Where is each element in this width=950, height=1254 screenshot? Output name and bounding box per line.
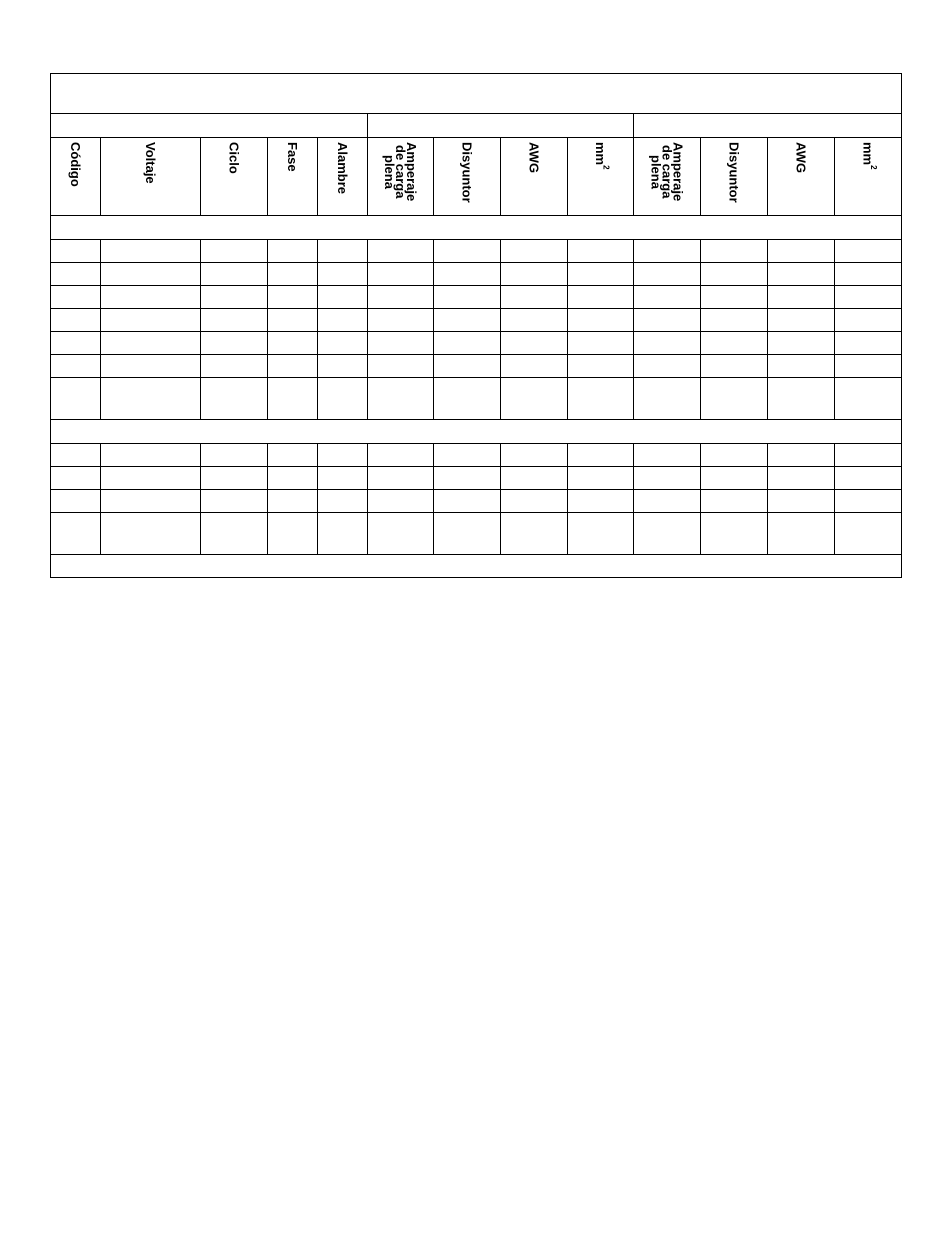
table-cell (835, 309, 902, 332)
table-cell (101, 309, 201, 332)
table-cell (434, 513, 501, 555)
col-label-ciclo: Ciclo (226, 142, 242, 174)
table-cell (51, 332, 101, 355)
col-label-alambre: Alambre (335, 142, 350, 195)
col-label-mm2-1-sup: 2 (601, 165, 611, 170)
group-header-electrical (51, 114, 368, 138)
table-cell (568, 490, 634, 513)
col-header-awg-2 (768, 138, 835, 216)
table-cell (634, 355, 701, 378)
table-cell (768, 309, 835, 332)
table-cell (501, 286, 568, 309)
table-cell (634, 467, 701, 490)
table-cell (51, 240, 101, 263)
table-cell (201, 467, 268, 490)
table-cell (768, 467, 835, 490)
table-cell (51, 490, 101, 513)
table-cell (368, 490, 434, 513)
table-row (51, 490, 902, 513)
table-row (51, 513, 902, 555)
table-cell (101, 286, 201, 309)
table-cell (201, 240, 268, 263)
table-cell (434, 286, 501, 309)
specs-table (50, 73, 902, 578)
table-row (51, 240, 902, 263)
table-cell (568, 332, 634, 355)
table-cell (701, 490, 768, 513)
table-cell (768, 490, 835, 513)
table-cell (634, 263, 701, 286)
col-header-voltaje (101, 138, 201, 216)
table-cell (835, 332, 902, 355)
col-label-mm2-1 (593, 142, 611, 170)
table-cell (501, 240, 568, 263)
table-cell (101, 513, 201, 555)
table-cell (568, 444, 634, 467)
table-cell (568, 355, 634, 378)
table-cell (201, 332, 268, 355)
table-cell (701, 513, 768, 555)
table-cell (51, 378, 101, 420)
table-cell (501, 444, 568, 467)
table-cell (835, 355, 902, 378)
table-cell (101, 467, 201, 490)
table-cell (368, 513, 434, 555)
table-row (51, 444, 902, 467)
table-cell (101, 378, 201, 420)
table-cell (268, 444, 318, 467)
table-cell (51, 286, 101, 309)
table-cell (318, 332, 368, 355)
table-cell (701, 263, 768, 286)
table-cell (268, 332, 318, 355)
table-cell (368, 286, 434, 309)
group-header-row (51, 114, 902, 138)
col-label-mm2-2 (860, 142, 878, 170)
table-cell (768, 355, 835, 378)
table-cell (768, 263, 835, 286)
table-cell (368, 240, 434, 263)
table-cell (634, 240, 701, 263)
table-cell (568, 378, 634, 420)
table-cell (501, 332, 568, 355)
table-cell (101, 332, 201, 355)
table-cell (368, 444, 434, 467)
table-cell (701, 332, 768, 355)
table-cell (501, 355, 568, 378)
table-cell (768, 378, 835, 420)
section-cell (51, 216, 902, 240)
col-label-mm2-1-base: mm (593, 142, 608, 166)
table-cell (318, 286, 368, 309)
table-cell (268, 309, 318, 332)
table-cell (701, 378, 768, 420)
col-header-amperaje-2 (634, 138, 701, 216)
table-row (51, 309, 902, 332)
col-label-mm2-2-sup: 2 (868, 165, 878, 170)
table-cell (768, 444, 835, 467)
col-header-disyuntor-2 (701, 138, 768, 216)
table-cell (568, 263, 634, 286)
table-cell (568, 513, 634, 555)
table-cell (501, 490, 568, 513)
col-header-ciclo (201, 138, 268, 216)
col-label-amperaje-2: Amperaje de carga plena (648, 142, 686, 202)
table-cell (701, 286, 768, 309)
table-cell (101, 355, 201, 378)
table-cell (701, 355, 768, 378)
col-label-mm2-2-base: mm (860, 142, 876, 166)
table-cell (201, 286, 268, 309)
table-cell (101, 263, 201, 286)
table-cell (318, 444, 368, 467)
table-cell (201, 490, 268, 513)
table-cell (434, 490, 501, 513)
table-cell (318, 240, 368, 263)
table-cell (368, 263, 434, 286)
section-row (51, 420, 902, 444)
table-cell (101, 240, 201, 263)
table-cell (318, 467, 368, 490)
col-header-mm2-1 (568, 138, 634, 216)
table-cell (318, 513, 368, 555)
col-label-amperaje-1: Amperaje de carga plena (382, 142, 419, 202)
table-cell (201, 378, 268, 420)
table-cell (368, 332, 434, 355)
table-cell (268, 286, 318, 309)
footer-row (51, 555, 902, 578)
table-cell (268, 467, 318, 490)
table-cell (434, 309, 501, 332)
table-cell (634, 513, 701, 555)
table-cell (835, 490, 902, 513)
col-label-voltaje: Voltaje (143, 142, 158, 184)
table-cell (768, 240, 835, 263)
table-cell (568, 240, 634, 263)
col-header-codigo (51, 138, 101, 216)
table-cell (318, 263, 368, 286)
table-cell (634, 332, 701, 355)
col-label-disyuntor-2: Disyuntor (726, 142, 742, 203)
table-cell (434, 467, 501, 490)
col-header-mm2-2 (835, 138, 902, 216)
table-cell (51, 355, 101, 378)
table-cell (368, 355, 434, 378)
table-cell (434, 332, 501, 355)
table-cell (201, 309, 268, 332)
table-cell (768, 332, 835, 355)
table-cell (51, 309, 101, 332)
table-cell (501, 309, 568, 332)
table-cell (201, 513, 268, 555)
col-label-fase: Fase (285, 142, 300, 172)
table-cell (51, 444, 101, 467)
col-label-disyuntor-1: Disyuntor (459, 142, 475, 203)
table-cell (835, 467, 902, 490)
col-header-amperaje-1 (368, 138, 434, 216)
section-cell (51, 420, 902, 444)
table-cell (701, 467, 768, 490)
col-header-alambre (318, 138, 368, 216)
table-cell (501, 513, 568, 555)
table-cell (51, 467, 101, 490)
table-cell (268, 355, 318, 378)
section-row (51, 216, 902, 240)
table-cell (634, 309, 701, 332)
group-header-set-1 (368, 114, 634, 138)
table-cell (268, 490, 318, 513)
table-cell (201, 444, 268, 467)
table-cell (201, 263, 268, 286)
table-cell (701, 240, 768, 263)
table-cell (434, 240, 501, 263)
table-row (51, 332, 902, 355)
table-cell (501, 378, 568, 420)
table-cell (51, 513, 101, 555)
table-cell (634, 490, 701, 513)
table-cell (434, 444, 501, 467)
footer-cell (51, 555, 902, 578)
table-cell (434, 355, 501, 378)
table-cell (434, 378, 501, 420)
table-cell (568, 309, 634, 332)
table-cell (835, 286, 902, 309)
table-title-row (51, 74, 902, 114)
table-cell (368, 309, 434, 332)
table-cell (768, 286, 835, 309)
table-cell (634, 286, 701, 309)
table-title-cell (51, 74, 902, 114)
table-cell (368, 378, 434, 420)
table-cell (268, 263, 318, 286)
table-cell (568, 467, 634, 490)
table-cell (101, 490, 201, 513)
group-header-set-2 (634, 114, 902, 138)
table-cell (835, 444, 902, 467)
col-header-fase (268, 138, 318, 216)
col-label-awg-2: AWG (793, 142, 809, 174)
table-cell (835, 263, 902, 286)
table-cell (568, 286, 634, 309)
table-cell (501, 263, 568, 286)
table-cell (201, 355, 268, 378)
table-cell (768, 513, 835, 555)
table-cell (101, 444, 201, 467)
table-cell (318, 309, 368, 332)
table-cell (501, 467, 568, 490)
col-label-codigo: Código (68, 142, 83, 187)
table-cell (51, 263, 101, 286)
table-cell (835, 378, 902, 420)
table-cell (701, 444, 768, 467)
table-row (51, 467, 902, 490)
table-row (51, 263, 902, 286)
table-cell (434, 263, 501, 286)
table-cell (318, 490, 368, 513)
table-row (51, 355, 902, 378)
table-cell (268, 378, 318, 420)
table-cell (368, 467, 434, 490)
col-label-awg-1: AWG (526, 142, 542, 174)
table-cell (318, 355, 368, 378)
table-cell (318, 378, 368, 420)
table-row (51, 378, 902, 420)
table-cell (701, 309, 768, 332)
col-header-disyuntor-1 (434, 138, 501, 216)
table-cell (634, 378, 701, 420)
table-cell (268, 513, 318, 555)
col-header-awg-1 (501, 138, 568, 216)
column-header-row (51, 138, 902, 216)
table-row (51, 286, 902, 309)
table-cell (835, 513, 902, 555)
table-cell (634, 444, 701, 467)
table-cell (835, 240, 902, 263)
table-cell (268, 240, 318, 263)
